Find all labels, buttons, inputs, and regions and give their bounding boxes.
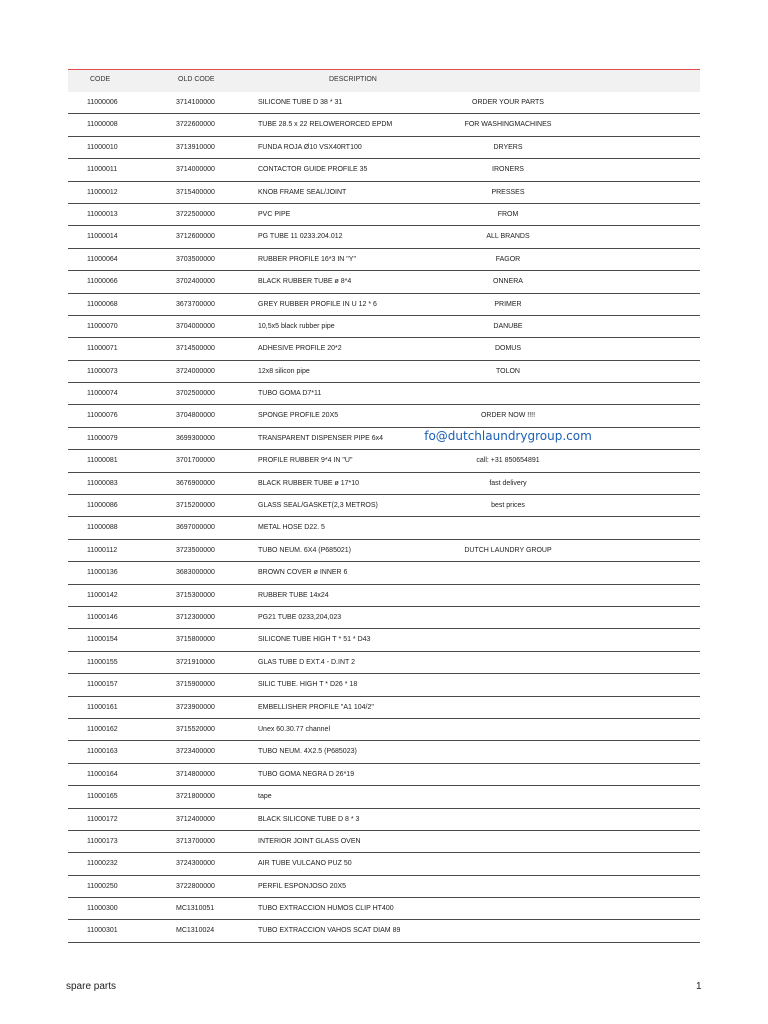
code-cell: 11000172 xyxy=(87,815,118,823)
table-row xyxy=(68,405,700,427)
description-cell: 12x8 silicon pipe xyxy=(258,367,310,375)
table-row xyxy=(68,428,700,450)
description-cell: tape xyxy=(258,793,272,801)
side-note-cell: DANUBE xyxy=(493,322,523,330)
code-cell: 11000011 xyxy=(87,166,118,174)
old-code-cell: 3712400000 xyxy=(176,815,215,823)
table-row xyxy=(68,607,700,629)
old-code-cell: 3714100000 xyxy=(176,99,215,106)
old-code-cell: 3715520000 xyxy=(176,725,215,733)
old-code-cell: 3712300000 xyxy=(176,613,215,621)
table-row xyxy=(68,204,700,226)
code-cell: 11000165 xyxy=(87,793,118,801)
table-row xyxy=(68,629,700,651)
description-cell: SILICONE TUBE HIGH T * 51 * D43 xyxy=(258,636,371,644)
description-cell: TUBO NEUM. 6X4 (P685021) xyxy=(258,546,351,554)
side-note-cell: IRONERS xyxy=(492,166,524,174)
side-note-cell: DRYERS xyxy=(493,143,523,151)
code-cell: 11000301 xyxy=(87,927,118,935)
description-cell: BLACK RUBBER TUBE ø 17*10 xyxy=(258,479,360,487)
code-cell: 11000083 xyxy=(87,479,118,487)
description-cell: PERFIL ESPONJOSO 20X5 xyxy=(258,882,347,890)
old-code-cell: 3701700000 xyxy=(176,457,215,465)
code-cell: 11000232 xyxy=(87,860,118,868)
column-header-description: DESCRIPTION xyxy=(329,76,377,83)
old-code-cell: 3713910000 xyxy=(176,143,215,151)
code-cell: 11000155 xyxy=(87,658,118,666)
old-code-cell: 3712600000 xyxy=(176,233,215,241)
table-row xyxy=(68,473,700,495)
description-cell: KNOB FRAME SEAL/JOINT xyxy=(258,188,347,196)
side-note-cell: FOR WASHINGMACHINES xyxy=(464,121,552,129)
old-code-cell: 3723900000 xyxy=(176,703,215,711)
code-cell: 11000064 xyxy=(87,255,118,263)
old-code-cell: 3715300000 xyxy=(176,591,215,599)
old-code-cell: 3724300000 xyxy=(176,860,215,868)
side-note-cell: ONNERA xyxy=(493,278,523,286)
description-cell: BROWN COVER ø INNER 6 xyxy=(258,569,348,577)
old-code-cell: 3721800000 xyxy=(176,793,215,801)
description-cell: SILICONE TUBE D 38 * 31 xyxy=(258,99,343,106)
old-code-cell: 3673700000 xyxy=(176,300,215,308)
description-cell: FUNDA ROJA Ø10 VSX40RT100 xyxy=(258,143,362,151)
table-row xyxy=(68,741,700,763)
table-row xyxy=(68,182,700,204)
side-note-cell: ALL BRANDS xyxy=(486,233,530,241)
old-code-cell: 3702500000 xyxy=(176,390,215,398)
code-cell: 11000250 xyxy=(87,882,118,890)
description-cell: SILIC TUBE. HIGH T * D26 * 18 xyxy=(258,681,358,689)
old-code-cell: 3715900000 xyxy=(176,681,215,689)
table-row xyxy=(68,159,700,181)
table-row xyxy=(68,383,700,405)
side-note-cell: best prices xyxy=(491,502,525,510)
description-cell: TUBE 28.5 x 22 RELOWERORCED EPDM xyxy=(258,121,393,129)
code-cell: 11000161 xyxy=(87,703,118,711)
table-row xyxy=(68,831,700,853)
old-code-cell: 3715200000 xyxy=(176,502,215,510)
code-cell: 11000157 xyxy=(87,681,118,689)
description-cell: INTERIOR JOINT GLASS OVEN xyxy=(258,837,361,845)
table-row xyxy=(68,226,700,248)
table-row xyxy=(68,92,700,114)
table-header xyxy=(68,70,700,92)
old-code-cell: 3697000000 xyxy=(176,524,215,532)
table-row xyxy=(68,809,700,831)
code-cell: 11000154 xyxy=(87,636,118,644)
code-cell: 11000136 xyxy=(87,569,118,577)
description-cell: RUBBER TUBE 14x24 xyxy=(258,591,329,599)
table-row xyxy=(68,786,700,808)
code-cell: 11000070 xyxy=(87,322,118,330)
description-cell: TUBO EXTRACCION VAHOS SCAT DIAM 89 xyxy=(258,927,401,935)
description-cell: AIR TUBE VULCANO PUZ 50 xyxy=(258,860,352,868)
code-cell: 11000162 xyxy=(87,725,118,733)
old-code-cell: MC1310024 xyxy=(176,927,215,935)
table-body xyxy=(68,92,700,943)
description-cell: EMBELLISHER PROFILE "A1 104/2" xyxy=(258,703,374,711)
code-cell: 11000164 xyxy=(87,770,118,778)
table-row xyxy=(68,361,700,383)
code-cell: 11000146 xyxy=(87,613,118,621)
page-number: 1 xyxy=(696,981,702,992)
code-cell: 11000071 xyxy=(87,345,118,353)
table-row xyxy=(68,876,700,898)
table-row xyxy=(68,517,700,539)
description-cell: METAL HOSE D22. 5 xyxy=(258,524,325,532)
description-cell: ADHESIVE PROFILE 20*2 xyxy=(258,345,342,353)
code-cell: 11000086 xyxy=(87,502,118,510)
code-cell: 11000008 xyxy=(87,121,118,129)
column-header-old-code: OLD CODE xyxy=(178,76,215,83)
table-row xyxy=(68,540,700,562)
table-row xyxy=(68,853,700,875)
side-note-cell: TOLON xyxy=(496,367,520,375)
old-code-cell: MC1310051 xyxy=(176,905,215,913)
table-row xyxy=(68,450,700,472)
description-cell: PROFILE RUBBER 9*4 IN "U" xyxy=(258,457,353,465)
old-code-cell: 3704800000 xyxy=(176,412,215,420)
table-row xyxy=(68,585,700,607)
description-cell: Unex 60.30.77 channel xyxy=(258,725,330,733)
table-row xyxy=(68,249,700,271)
old-code-cell: 3683000000 xyxy=(176,569,215,577)
description-cell: 10,5x5 black rubber pipe xyxy=(258,322,335,330)
code-cell: 11000300 xyxy=(87,905,118,913)
table-row xyxy=(68,294,700,316)
old-code-cell: 3715800000 xyxy=(176,636,215,644)
old-code-cell: 3722500000 xyxy=(176,210,215,218)
description-cell: BLACK SILICONE TUBE D 8 * 3 xyxy=(258,815,360,823)
code-cell: 11000079 xyxy=(87,434,118,442)
code-cell: 11000074 xyxy=(87,390,118,398)
description-cell: TUBO EXTRACCION HUMOS CLIP HT400 xyxy=(258,905,394,913)
table-row xyxy=(68,920,700,942)
code-cell: 11000006 xyxy=(87,99,118,106)
description-cell: RUBBER PROFILE 16*3 IN "Y" xyxy=(258,255,356,263)
side-note-cell: FROM xyxy=(497,210,519,218)
description-cell: PG21 TUBE 0233,204,023 xyxy=(258,613,342,621)
side-note-cell: PRIMER xyxy=(494,300,522,308)
email-link[interactable]: fo@dutchlaundrygroup.com xyxy=(424,428,592,443)
description-cell: TRANSPARENT DISPENSER PIPE 6x4 xyxy=(258,434,383,442)
old-code-cell: 3676900000 xyxy=(176,479,215,487)
table-row xyxy=(68,697,700,719)
description-cell: CONTACTOR GUIDE PROFILE 35 xyxy=(258,166,368,174)
code-cell: 11000014 xyxy=(87,233,118,241)
old-code-cell: 3723500000 xyxy=(176,546,215,554)
side-note-cell: call: +31 850654891 xyxy=(476,457,540,465)
code-cell: 11000081 xyxy=(87,457,118,465)
side-note-cell: ORDER NOW !!!! xyxy=(480,412,536,420)
old-code-cell: 3714500000 xyxy=(176,345,215,353)
code-cell: 11000012 xyxy=(87,188,118,196)
table-row xyxy=(68,495,700,517)
old-code-cell: 3699300000 xyxy=(176,434,215,442)
table-row xyxy=(68,137,700,159)
code-cell: 11000163 xyxy=(87,748,118,756)
code-cell: 11000173 xyxy=(87,837,118,845)
side-note-cell: DUTCH LAUNDRY GROUP xyxy=(464,546,552,554)
code-cell: 11000076 xyxy=(87,412,118,420)
table-row xyxy=(68,764,700,786)
code-cell: 11000066 xyxy=(87,278,118,286)
code-cell: 11000142 xyxy=(87,591,118,599)
description-cell: SPONGE PROFILE 20X5 xyxy=(258,412,339,420)
old-code-cell: 3714000000 xyxy=(176,166,215,174)
table-row xyxy=(68,114,700,136)
description-cell: TUBO GOMA D7*11 xyxy=(258,390,322,398)
side-note-cell: fast delivery xyxy=(489,479,527,487)
side-note-cell: ORDER YOUR PARTS xyxy=(472,99,544,106)
old-code-cell: 3703500000 xyxy=(176,255,215,263)
description-cell: PG TUBE 11 0233.204.012 xyxy=(258,233,343,241)
footer-title: spare parts xyxy=(66,981,117,992)
table-row xyxy=(68,338,700,360)
code-cell: 11000112 xyxy=(87,546,118,554)
code-cell: 11000088 xyxy=(87,524,118,532)
table-row xyxy=(68,271,700,293)
code-cell: 11000068 xyxy=(87,300,118,308)
table-row xyxy=(68,652,700,674)
description-cell: TUBO NEUM. 4X2.5 (P685023) xyxy=(258,748,357,756)
column-header-code: CODE xyxy=(90,76,111,83)
old-code-cell: 3704000000 xyxy=(176,322,215,330)
side-note-cell: PRESSES xyxy=(491,188,525,196)
code-cell: 11000013 xyxy=(87,210,118,218)
old-code-cell: 3702400000 xyxy=(176,278,215,286)
description-cell: TUBO GOMA NEGRA D 26*19 xyxy=(258,770,355,778)
table-row xyxy=(68,674,700,696)
description-cell: GLAS TUBE D EXT.4 - D.INT 2 xyxy=(258,658,355,666)
old-code-cell: 3724000000 xyxy=(176,367,215,375)
side-note-cell: FAGOR xyxy=(495,255,521,263)
description-cell: GREY RUBBER PROFILE IN U 12 * 6 xyxy=(258,300,377,308)
old-code-cell: 3714800000 xyxy=(176,770,215,778)
table-row xyxy=(68,316,700,338)
table-row xyxy=(68,562,700,584)
code-cell: 11000073 xyxy=(87,367,118,375)
table-row xyxy=(68,898,700,920)
old-code-cell: 3722600000 xyxy=(176,121,215,129)
old-code-cell: 3715400000 xyxy=(176,188,215,196)
table-row xyxy=(68,719,700,741)
old-code-cell: 3721910000 xyxy=(176,658,215,666)
code-cell: 11000010 xyxy=(87,143,118,151)
old-code-cell: 3713700000 xyxy=(176,837,215,845)
old-code-cell: 3723400000 xyxy=(176,748,215,756)
description-cell: PVC PIPE xyxy=(258,210,291,218)
old-code-cell: 3722800000 xyxy=(176,882,215,890)
description-cell: GLASS SEAL/GASKET(2,3 METROS) xyxy=(258,502,378,510)
description-cell: BLACK RUBBER TUBE ø 8*4 xyxy=(258,278,352,286)
side-note-cell: DOMUS xyxy=(494,345,522,353)
